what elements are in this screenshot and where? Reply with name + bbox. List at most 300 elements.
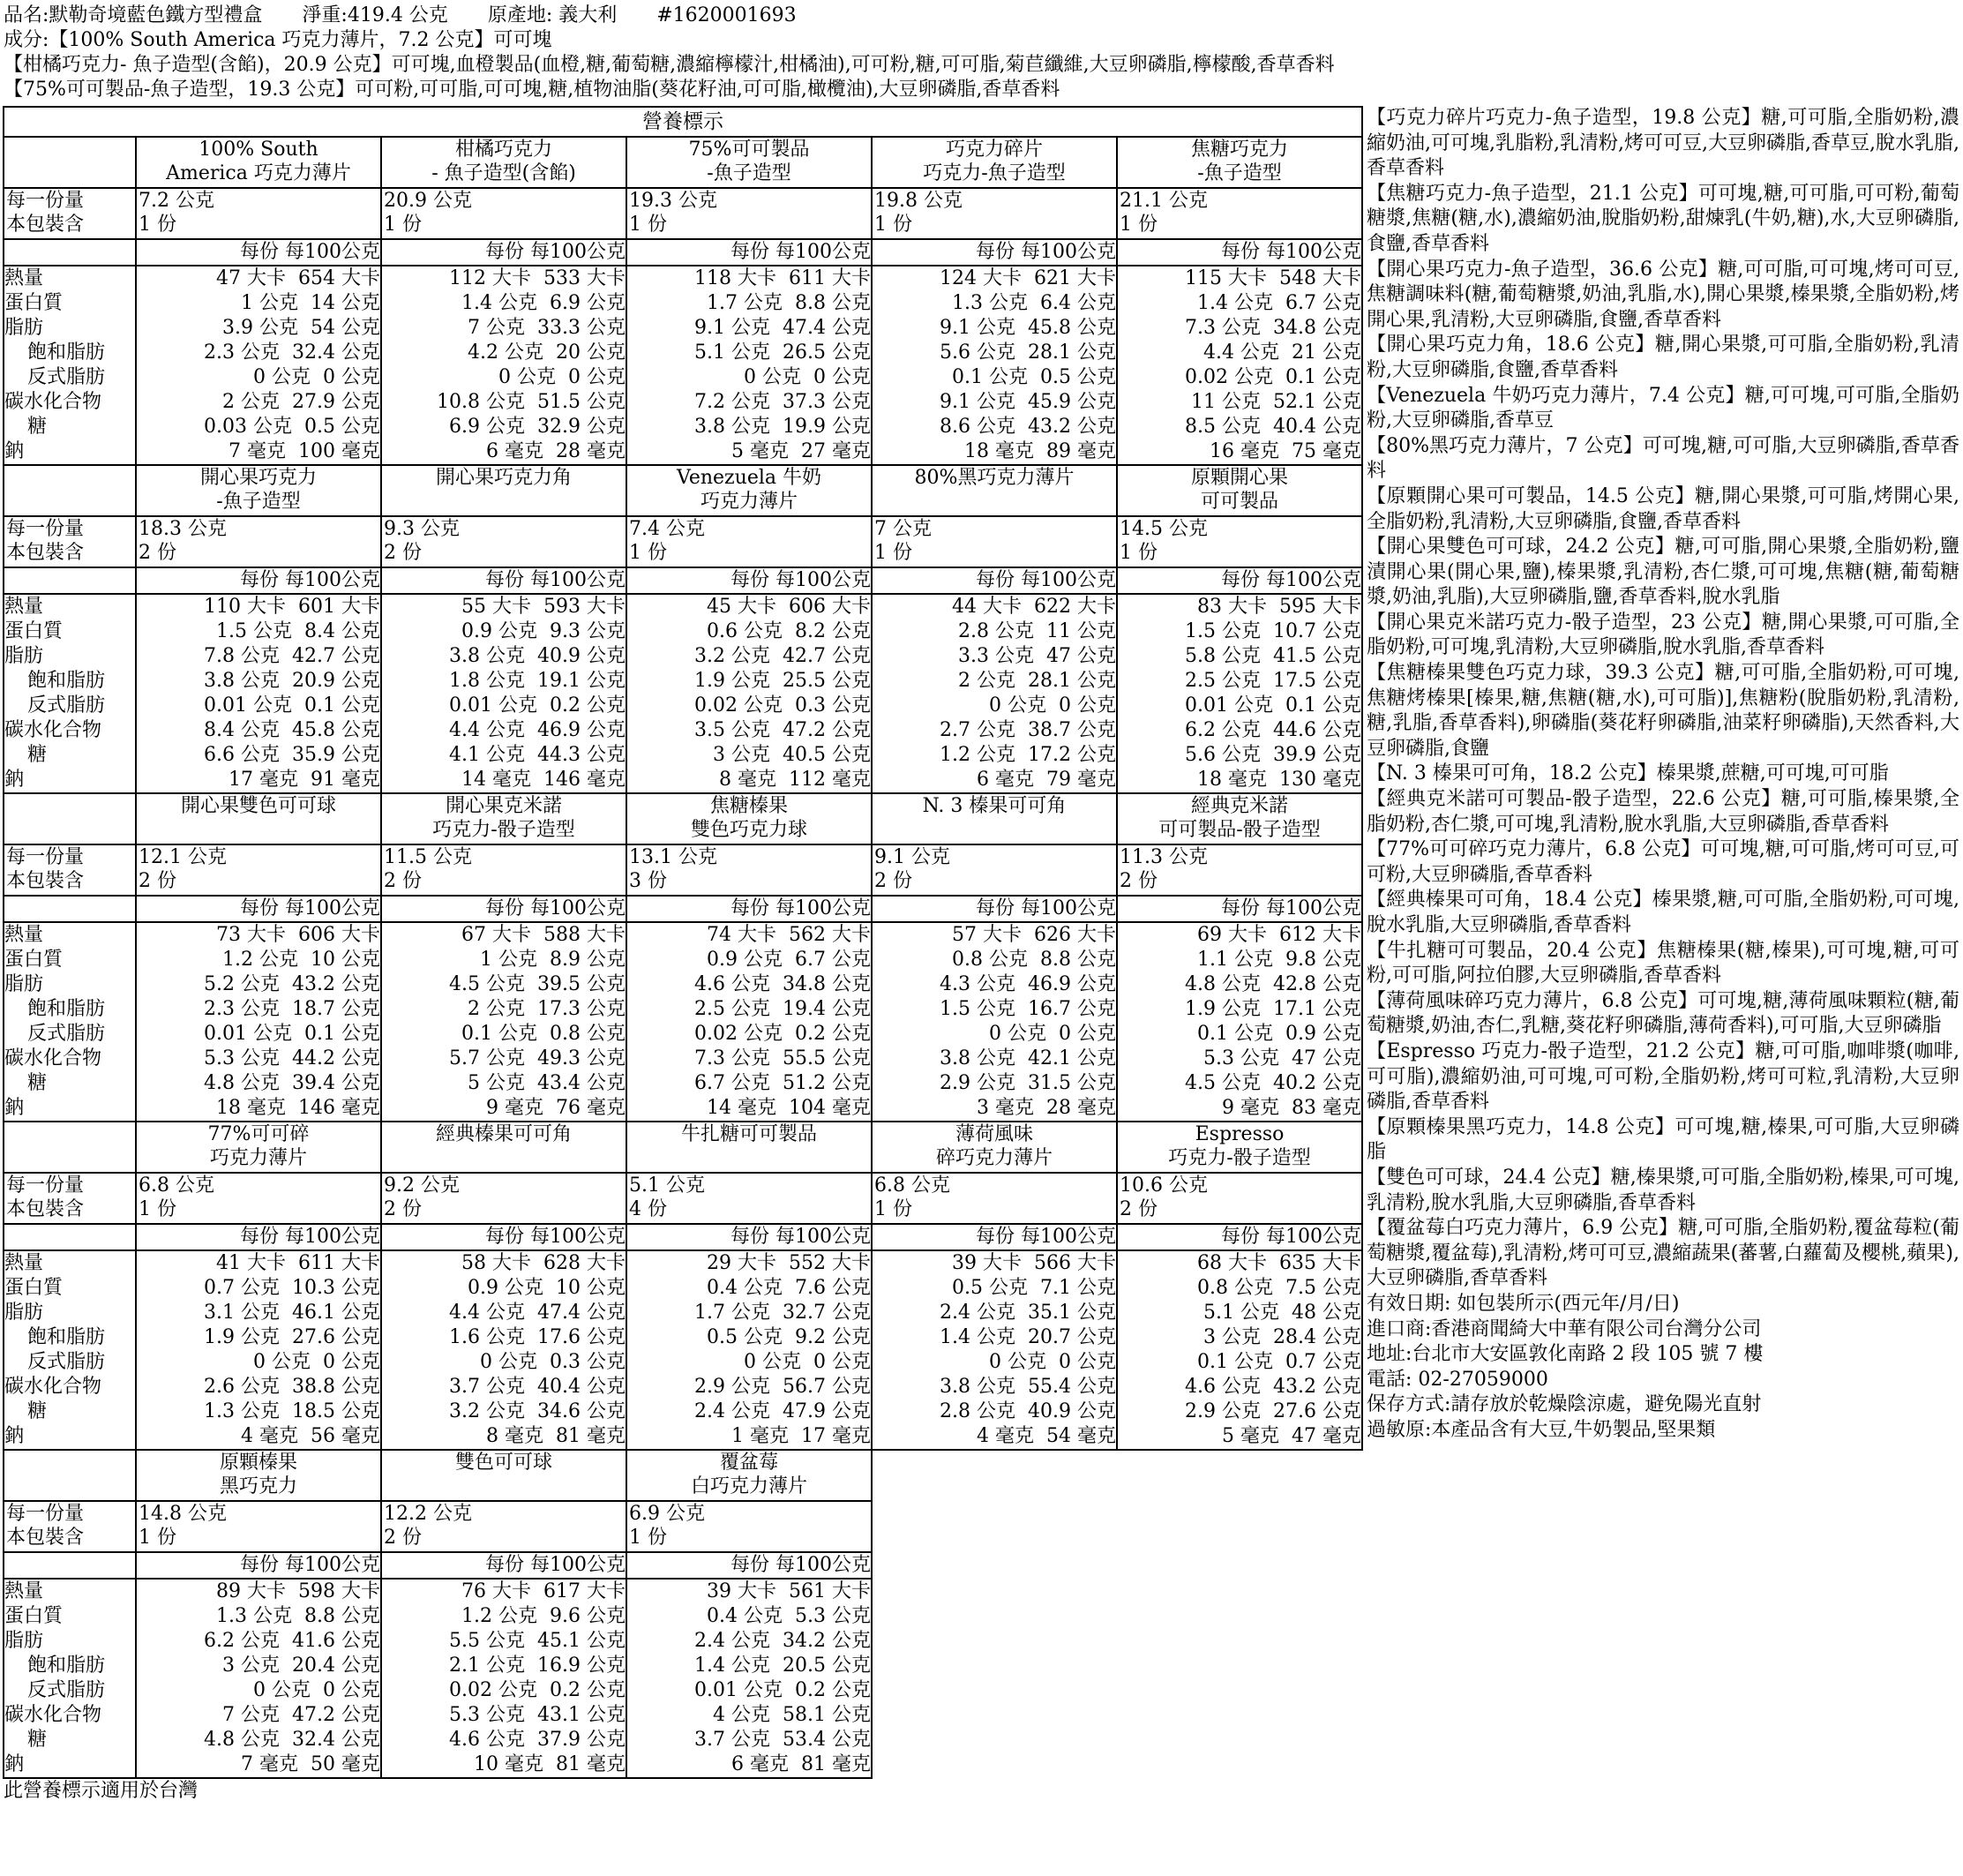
per-serving-value: 3.3 公克: [958, 645, 1034, 667]
nutrient-value-pair: [137, 768, 380, 792]
serving-size: 18.3 公克: [139, 518, 227, 540]
per-serving-value: 0.01 公克: [1185, 694, 1274, 717]
nutrient-value-pair: [873, 1047, 1116, 1071]
servings-per-pack: 2 份: [384, 542, 422, 564]
spacer: [1034, 645, 1046, 667]
per-100g-value: 44.6 公克: [1273, 719, 1361, 741]
nutrient-labels: [4, 1579, 136, 1778]
per-100g-value: 47 公克: [1292, 1047, 1361, 1069]
per-100g-value: 0 公克: [1059, 694, 1116, 717]
nutrient-values-cell: [1117, 922, 1362, 1122]
per-100g-value: 7.6 公克: [795, 1277, 871, 1299]
nutrient-label: 熱量: [4, 1252, 44, 1274]
nutrient-value-pair: [1118, 669, 1361, 694]
servings-per-pack: 1 份: [139, 1198, 176, 1220]
nutrient-value-pair: [627, 1096, 871, 1121]
spacer: [783, 620, 795, 642]
per-serving-value: 0 公克: [253, 1351, 311, 1373]
per-100g-value: 562 大卡: [789, 924, 871, 946]
per-100g-value: 588 大卡: [543, 924, 626, 946]
per-serving-value: 5.5 公克: [449, 1630, 526, 1652]
serving-label: 每一份量: [6, 1503, 85, 1525]
per-100g-value: 561 大卡: [789, 1580, 871, 1602]
per-100g-value: 38.7 公克: [1028, 719, 1116, 741]
spacer: [280, 1047, 292, 1069]
servings-per-pack: 2 份: [139, 542, 176, 564]
per-serving-value: 5.3 公克: [204, 1047, 281, 1069]
serving-labels: [4, 1173, 136, 1224]
nutrient-value-pair: [382, 365, 626, 390]
serving-size: 19.3 公克: [629, 190, 717, 212]
serving-size: 9.3 公克: [384, 518, 460, 540]
nutrient-label: 反式脂肪: [27, 366, 106, 388]
serving-labels: [4, 844, 136, 896]
per-serving-value: 1 公克: [241, 292, 298, 314]
spacer: [1267, 769, 1279, 791]
per-100g-value: 598 大卡: [298, 1580, 380, 1602]
nutrient-value-pair: [627, 1752, 871, 1777]
nutrient-value-pair: [873, 1424, 1116, 1449]
product-name-cell: [626, 137, 872, 188]
nutrient-value-pair: [382, 1251, 626, 1276]
per-serving-value: 112 大卡: [449, 267, 531, 289]
product-name-cell: [136, 465, 381, 516]
per-serving-value: 5.1 公克: [694, 341, 771, 364]
spacer: [1034, 769, 1046, 791]
nutrient-value-pair: [137, 1325, 380, 1350]
nutrient-value-pair: [137, 390, 380, 415]
nutrient-value-pair: [137, 291, 380, 316]
per-serving-value: 0.8 公克: [1197, 1277, 1274, 1299]
empty-cell: [4, 567, 136, 594]
per-serving-value: 0.4 公克: [707, 1605, 783, 1627]
per-100g-value: 39.4 公克: [292, 1072, 380, 1094]
per-100g-value: 21 公克: [1292, 341, 1361, 364]
nutrient-value-pair: [137, 1350, 380, 1375]
per-serving-value: 39 大卡: [707, 1580, 776, 1602]
per-100g-value: 617 大卡: [543, 1580, 626, 1602]
pack-label: 本包裝含: [6, 214, 85, 236]
per-100g-value: 33.3 公克: [537, 317, 626, 339]
nutrient-value-pair: [382, 972, 626, 997]
per-serving-value: 3.7 公克: [694, 1729, 771, 1751]
per-serving-value: 0 公克: [989, 694, 1046, 717]
serving-row: [4, 188, 1362, 239]
nutrient-values-cell: [872, 594, 1117, 793]
nutrition-facts: [3, 106, 1363, 1804]
per-100g-value: 17.5 公克: [1273, 670, 1361, 692]
side-paragraph: 【覆盆莓白巧克力薄片，6.9 公克】糖,可可脂,全脂奶粉,覆盆莓粒(葡萄糖漿,覆盆莓),乳清粉,烤可可豆,濃縮蔬果(蕃薯,白蘿蔔及櫻桃,蘋果),大豆卵磷脂,香草香料: [1367, 1217, 1959, 1290]
serving-label: 每一份量: [6, 1174, 85, 1197]
per-serving-value: 2.6 公克: [204, 1376, 281, 1398]
product-name-cell: [626, 465, 872, 516]
per-serving-value: 2.3 公克: [204, 341, 281, 364]
spacer: [280, 1729, 292, 1751]
per-serving-value: 0.5 公克: [707, 1326, 783, 1348]
spacer: [1267, 596, 1279, 618]
nutrient-label: 脂肪: [4, 317, 44, 339]
per-serving-header: 每份 每100公克: [626, 239, 872, 266]
per-100g-value: 10 公克: [311, 949, 380, 971]
nutrient-label: 糖: [27, 416, 48, 438]
product-name-cell: [136, 137, 381, 188]
per-100g-value: 46.1 公克: [292, 1302, 380, 1324]
nutrient-label: 反式脂肪: [27, 1351, 106, 1373]
nutrient-value-pair: [1118, 291, 1361, 316]
per-serving-value: 3 毫克: [977, 1097, 1034, 1119]
per-serving-value: 2.5 公克: [1185, 670, 1262, 692]
per-serving-value: 4 毫克: [241, 1425, 298, 1447]
nutrient-value-pair: [627, 644, 871, 669]
serving-cell: [381, 188, 626, 239]
per-serving-value: 0 公克: [253, 1679, 311, 1701]
per-serving-value: 1 毫克: [731, 1425, 789, 1447]
spacer: [543, 440, 556, 462]
spacer: [1261, 998, 1273, 1020]
per-100g-value: 628 大卡: [543, 1252, 626, 1274]
nutrient-value-pair: [382, 291, 626, 316]
nutrient-label: 糖: [27, 1729, 48, 1751]
per-serving-value: 5.7 公克: [449, 1047, 526, 1069]
spacer: [789, 1753, 801, 1775]
nutrient-values-cell: [381, 1250, 626, 1450]
product-name: 開心果克米諾: [445, 795, 562, 817]
servings-per-pack: 1 份: [874, 214, 912, 236]
per-100g-value: 48 公克: [1292, 1302, 1361, 1324]
nutrient-value-pair: [627, 1301, 871, 1325]
per-100g-value: 7.5 公克: [1285, 1277, 1361, 1299]
product-name-cell: [1117, 137, 1362, 188]
nutrient-label: 鈉: [4, 769, 25, 791]
servings-per-pack: 1 份: [139, 1527, 176, 1549]
serving-labels: [4, 1501, 136, 1552]
nutrient-labels: [4, 922, 136, 1122]
spacer: [311, 1351, 323, 1373]
nutrient-label: 糖: [27, 744, 48, 766]
nutrient-values-cell: [136, 922, 381, 1122]
per-100g-value: 635 大卡: [1279, 1252, 1361, 1274]
per-serving-value: 55 大卡: [461, 596, 531, 618]
empty-cell: [1117, 1450, 1362, 1501]
serving-cell: [136, 1501, 381, 1552]
per-serving-value: 44 大卡: [952, 596, 1022, 618]
per-serving-value: 3.8 公克: [940, 1376, 1016, 1398]
per-100g-value: 0 公克: [1059, 1351, 1116, 1373]
nutrient-value-pair: [137, 266, 380, 291]
per-serving-value: 67 大卡: [461, 924, 531, 946]
per-100g-value: 11 公克: [1046, 620, 1116, 642]
spacer: [1015, 1326, 1028, 1348]
per-serving-value: 4 毫克: [977, 1425, 1034, 1447]
per-serving-header-row: [4, 1552, 1362, 1579]
spacer: [556, 366, 568, 388]
per-100g-value: 595 大卡: [1279, 596, 1361, 618]
spacer: [1022, 1252, 1034, 1274]
serving-label: 每一份量: [6, 846, 85, 868]
product-header-row: [4, 1450, 1362, 1501]
per-serving-value: 6.2 公克: [204, 1630, 281, 1652]
per-100g-value: 28 毫克: [556, 440, 626, 462]
spacer: [770, 1302, 783, 1324]
product-name: 雙色可可球: [454, 1452, 552, 1474]
per-100g-value: 37.3 公克: [783, 391, 871, 413]
serving-labels: [4, 188, 136, 239]
nutrient-values-cell: [626, 1250, 872, 1450]
spacer: [1261, 719, 1273, 741]
nutrient-label: 脂肪: [4, 645, 44, 667]
per-serving-value: 1.4 公克: [694, 1655, 771, 1677]
per-serving-value: 45 大卡: [707, 596, 776, 618]
per-serving-value: 0.1 公克: [952, 366, 1029, 388]
serving-cell: [136, 188, 381, 239]
nutrient-value-pair: [382, 619, 626, 644]
side-paragraph: 【77%可可碎巧克力薄片，6.8 公克】可可塊,糖,可可脂,烤可可豆,可可粉,大豆卵磷脂,香草香料: [1367, 838, 1959, 886]
product-name: 開心果巧克力: [199, 467, 317, 489]
nutrient-value-pair: [873, 291, 1116, 316]
product-name: 碎巧克力薄片: [935, 1147, 1053, 1169]
header-label-cell: [4, 465, 136, 516]
spacer: [292, 1023, 304, 1045]
per-serving-value: 4.6 公克: [449, 1729, 526, 1751]
per-100g-value: 56 毫克: [311, 1425, 380, 1447]
per-100g-value: 41.5 公克: [1273, 645, 1361, 667]
per-serving-value: 7 毫克: [229, 440, 286, 462]
serving-labels: [4, 516, 136, 567]
product-name: 巧克力-骰子造型: [1168, 1147, 1311, 1169]
nutrient-value-pair: [1118, 743, 1361, 768]
spacer: [1034, 1425, 1046, 1447]
product-name-cell: [381, 137, 626, 188]
spacer: [1279, 1047, 1292, 1069]
per-serving-value: 0.03 公克: [204, 416, 293, 438]
nutrient-value-pair: [137, 1071, 380, 1096]
spacer: [280, 998, 292, 1020]
servings-per-pack: 1 份: [629, 542, 667, 564]
per-serving-value: 47 大卡: [216, 267, 286, 289]
spacer: [783, 292, 795, 314]
serving-size: 6.9 公克: [629, 1503, 705, 1525]
nutrient-value-pair: [1118, 341, 1361, 365]
serving-cell: [872, 1173, 1117, 1224]
spacer: [280, 1277, 292, 1299]
nutrient-value-pair: [1118, 595, 1361, 619]
nutrient-value-pair: [382, 1752, 626, 1777]
per-serving-value: 41 大卡: [216, 1252, 286, 1274]
serving-cell: [626, 844, 872, 896]
nutrient-label: 反式脂肪: [27, 694, 106, 717]
side-paragraph: 電話: 02-27059000: [1367, 1368, 1548, 1391]
per-100g-value: 42.8 公克: [1273, 973, 1361, 995]
per-100g-value: 18.5 公克: [292, 1400, 380, 1422]
nutrient-values-cell: [136, 1579, 381, 1778]
per-serving-header: 每份 每100公克: [136, 896, 381, 922]
nutrient-value-pair: [627, 972, 871, 997]
per-serving-value: 0 公克: [744, 366, 801, 388]
per-100g-value: 16.7 公克: [1028, 998, 1116, 1020]
per-100g-value: 0.5 公克: [1040, 366, 1116, 388]
per-100g-value: 43.2 公克: [1273, 1376, 1361, 1398]
spacer: [525, 317, 537, 339]
nutrient-value-pair: [627, 718, 871, 743]
per-serving-value: 0 公克: [989, 1023, 1046, 1045]
per-serving-header: 每份 每100公克: [381, 896, 626, 922]
nutrient-value-pair: [1118, 948, 1361, 972]
serving-size: 21.1 公克: [1120, 190, 1208, 212]
serving-size: 7.2 公克: [139, 190, 214, 212]
spacer: [1015, 998, 1028, 1020]
product-name-cell: [136, 793, 381, 844]
nutrient-value-pair: [627, 1654, 871, 1678]
product-name: 黑巧克力: [219, 1475, 297, 1497]
per-100g-value: 40.2 公克: [1273, 1072, 1361, 1094]
product-name-cell: [1117, 793, 1362, 844]
nutrient-values-cell: [1117, 266, 1362, 465]
per-100g-value: 81 毫克: [556, 1425, 626, 1447]
per-100g-value: 10.7 公克: [1273, 620, 1361, 642]
nutrient-values-cell: [626, 266, 872, 465]
per-100g-value: 81 毫克: [801, 1753, 871, 1775]
spacer: [776, 1097, 789, 1119]
spacer: [525, 744, 537, 766]
nutrient-value-pair: [1118, 1301, 1361, 1325]
per-serving-value: 0.01 公克: [204, 694, 293, 717]
per-100g-value: 18.7 公克: [292, 998, 380, 1020]
serving-cell: [872, 844, 1117, 896]
nutrient-value-pair: [1118, 365, 1361, 390]
per-serving-value: 0.1 公克: [1197, 1351, 1274, 1373]
serving-cell: [1117, 188, 1362, 239]
per-100g-value: 34.8 公克: [1273, 317, 1361, 339]
nutrient-value-pair: [382, 948, 626, 972]
per-100g-value: 46.9 公克: [537, 719, 626, 741]
per-serving-value: 3.8 公克: [694, 416, 771, 438]
product-name: 開心果巧克力角: [435, 467, 572, 489]
nutrient-value-pair: [137, 1580, 380, 1604]
serving-size: 7 公克: [874, 518, 932, 540]
spacer: [1261, 973, 1273, 995]
nutrient-value-pair: [627, 341, 871, 365]
empty-cell: [1117, 1579, 1362, 1778]
spacer: [525, 1302, 537, 1324]
per-serving-header: 每份 每100公克: [381, 567, 626, 594]
per-serving-value: 0.1 公克: [461, 1023, 538, 1045]
nutrient-value-pair: [1118, 1071, 1361, 1096]
nutrient-value-pair: [137, 1399, 380, 1424]
per-serving-value: 1.4 公克: [1197, 292, 1274, 314]
product-name: -魚子造型: [1197, 162, 1282, 184]
nutrient-value-pair: [1118, 644, 1361, 669]
nutrient-values-cell: [136, 1250, 381, 1450]
nutrient-label: 熱量: [4, 924, 44, 946]
per-100g-value: 41.6 公克: [292, 1630, 380, 1652]
spacer: [525, 1630, 537, 1652]
per-serving-header-row: [4, 1224, 1362, 1250]
product-name: 品名:默勒奇境藍色鐵方型禮盒: [4, 4, 263, 26]
per-serving-value: 5.8 公克: [1185, 645, 1262, 667]
serving-row: [4, 1173, 1362, 1224]
nutrient-values-row: [4, 266, 1362, 465]
nutrient-value-pair: [382, 644, 626, 669]
per-serving-value: 9.1 公克: [940, 317, 1016, 339]
per-100g-value: 19.9 公克: [783, 416, 871, 438]
per-serving-value: 1.2 公克: [940, 744, 1016, 766]
per-serving-value: 68 大卡: [1197, 1252, 1267, 1274]
serving-cell: [136, 516, 381, 567]
spacer: [280, 1376, 292, 1398]
product-name-cell: [872, 465, 1117, 516]
per-100g-value: 0 公克: [1059, 1023, 1116, 1045]
spacer: [776, 267, 789, 289]
product-name-cell: [1117, 1122, 1362, 1173]
spacer: [1267, 267, 1279, 289]
spacer: [531, 1580, 543, 1602]
per-serving-value: 4 公克: [713, 1704, 771, 1726]
per-serving-value: 3.8 公克: [940, 1047, 1016, 1069]
side-paragraph: 【經典克米諾可可製品-骰子造型，22.6 公克】糖,可可脂,榛果漿,全脂奶粉,杏仁漿,可可塊,乳清粉,脫水乳脂,大豆卵磷脂,香草香料: [1367, 788, 1959, 836]
header-label-cell: [4, 793, 136, 844]
spacer: [286, 267, 298, 289]
per-serving-value: 1.5 公克: [1185, 620, 1262, 642]
servings-per-pack: 4 份: [629, 1198, 667, 1220]
nutrient-label: 熱量: [4, 267, 44, 289]
product-name: 牛扎糖可可製品: [680, 1123, 817, 1145]
per-100g-value: 606 大卡: [298, 924, 380, 946]
per-100g-value: 39.5 公克: [537, 973, 626, 995]
per-100g-value: 52.1 公克: [1273, 391, 1361, 413]
per-serving-value: 4.2 公克: [468, 341, 543, 364]
spacer: [1261, 317, 1273, 339]
nutrient-value-pair: [873, 1399, 1116, 1424]
per-serving-value: 16 毫克: [1210, 440, 1279, 462]
nutrient-value-pair: [382, 1096, 626, 1121]
per-100g-value: 83 毫克: [1292, 1097, 1361, 1119]
nutrient-value-pair: [382, 694, 626, 718]
per-100g-value: 0.9 公克: [1285, 1023, 1361, 1045]
per-100g-value: 40.9 公克: [1028, 1400, 1116, 1422]
spacer: [537, 1351, 550, 1373]
product-name: 經典榛果可可角: [435, 1123, 572, 1145]
nutrient-value-pair: [382, 595, 626, 619]
serving-row: [4, 516, 1362, 567]
per-100g-value: 27 毫克: [801, 440, 871, 462]
spacer: [280, 1302, 292, 1324]
nutrient-value-pair: [627, 1399, 871, 1424]
nutrient-value-pair: [627, 1325, 871, 1350]
per-100g-value: 47.4 公克: [783, 317, 871, 339]
spacer: [776, 924, 789, 946]
product-name: 80%黑巧克力薄片: [914, 467, 1075, 489]
nutrient-value-pair: [137, 997, 380, 1022]
nutrient-label: 反式脂肪: [27, 1023, 106, 1045]
spacer: [776, 769, 789, 791]
side-paragraph: 進口商:香港商聞綺大中華有限公司台灣分公司: [1367, 1317, 1762, 1340]
nutrient-value-pair: [873, 415, 1116, 439]
per-serving-header: 每份 每100公克: [381, 239, 626, 266]
per-serving-value: 1.1 公克: [1197, 949, 1274, 971]
empty-cell: [872, 1552, 1117, 1579]
spacer: [1015, 719, 1028, 741]
net-weight: 淨重:419.4 公克: [302, 4, 448, 26]
nutrient-label: 熱量: [4, 1580, 44, 1602]
ingredients-line-2: 【柑橘巧克力- 魚子造型(含餡)，20.9 公克】可可塊,血橙製品(血橙,糖,葡萄糖,濃縮檸檬汁,柑橘油),可可粉,糖,可可脂,菊苣纖維,大豆卵磷脂,檸檬酸,香草香料: [4, 54, 1335, 76]
product-header-row: [4, 793, 1362, 844]
empty-cell: [872, 1579, 1117, 1778]
nutrient-value-pair: [627, 316, 871, 341]
nutrient-label: 蛋白質: [4, 1605, 64, 1627]
spacer: [525, 1047, 537, 1069]
per-serving-value: 2.3 公克: [204, 998, 281, 1020]
servings-per-pack: 2 份: [874, 870, 912, 892]
